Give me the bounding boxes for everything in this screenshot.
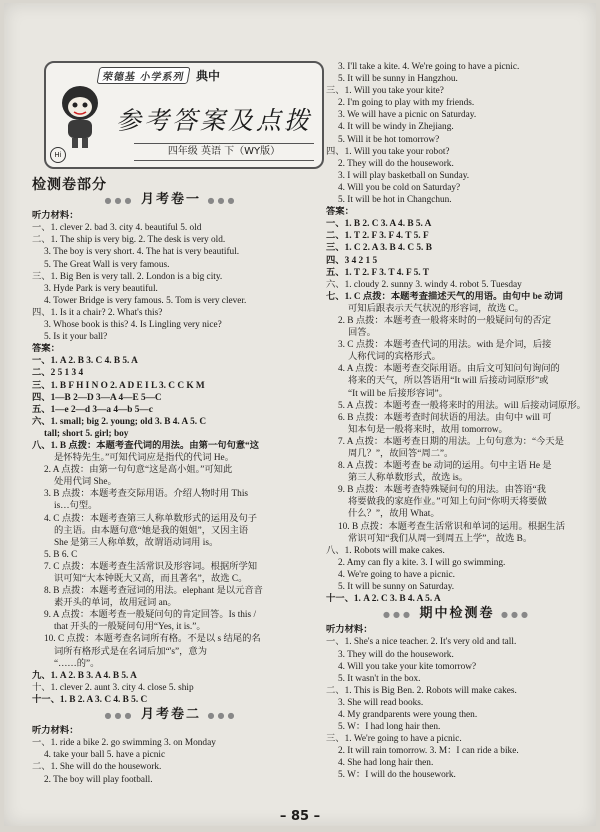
answer-line: 六、1. cloudy 2. sunny 3. windy 4. robot 5. Tuesday (326, 279, 522, 290)
answer-line: 3. I'll take a kite. 4. We're going to have a picnic. (338, 62, 520, 72)
answer-line: 9. B 点拨：本题考查特殊疑问句的用法。由答语“我 (338, 485, 546, 496)
answer-line: 周几？”，故回答“周二”。 (348, 449, 454, 459)
answer-line: 可知后跟表示天气状况的形容词，故选 C。 (348, 303, 524, 314)
answer-line: 4. She had long hair then. (338, 758, 434, 769)
brand-logo: 荣德基 小学系列 (97, 67, 191, 84)
brand-secondary-logo: 典中 (196, 69, 221, 83)
answer-line: 十一、1. B 2. A 3. C 4. B 5. C (32, 694, 148, 705)
answer-line: 3. The boy is very short. 4. The hat is very beautiful. (44, 247, 240, 258)
answer-line: 一、1. She's a nice teacher. 2. It's very old and tall. (326, 637, 517, 648)
answer-line: 七、1. C 点拨：本题考查描述天气的用语。由句中 be 动词 (326, 291, 563, 302)
answer-line: 3. C 点拨：本题考查代词的用法。with 是介词，后接 (338, 340, 552, 351)
answer-line: 5. It will be sunny in Hangzhou. (338, 74, 458, 85)
answer-line: 八、1. B 点拨：本题考查代词的用法。由第一句句意“这 (32, 440, 260, 451)
answer-line: 什么？”，故用 What。 (348, 509, 440, 520)
exam1-title: ●●● 月考卷一 ●●● (104, 192, 238, 208)
answer-line: 回答。 (348, 328, 376, 339)
answer-line: 10. B 点拨：本题考查生活常识和单词的运用。根据生活 (338, 521, 566, 532)
answer-line: 知本句是一般将来时，故用 tomorrow。 (348, 424, 508, 435)
answer-line: 2. They will do the housework. (338, 158, 454, 169)
answer-line: 是怀特先生。”可知代词应是指代的代词 He。 (54, 453, 234, 464)
answer-line: 2. I'm going to play with my friends. (338, 98, 475, 109)
answer-line: 人称代词的宾格形式。 (348, 352, 441, 363)
answer-line: 2. B 点拨：本题考查一般将来时的一般疑问句的否定 (338, 315, 552, 326)
answer-line: is…句型。 (54, 501, 98, 512)
answer-line: 4. take your ball 5. have a picnic (44, 750, 166, 761)
answer-page (4, 3, 596, 826)
midterm-answers (326, 624, 588, 781)
answer-line: tall; short 5. girl; boy (44, 428, 129, 439)
section-title: 检测卷部分 (32, 177, 107, 193)
answer-line: 二、2 5 1 3 4 (32, 368, 84, 379)
answer-line: 将要做我的家庭作业。”可知上句问“你明天将要做 (348, 497, 547, 508)
answer-line: 9. A 点拨：本题考查一般疑问句的肯定回答。Is this / (44, 610, 257, 621)
answer-line: 6. B 点拨：本题考查时间状语的用法。由句中 will 可 (338, 412, 552, 423)
answer-line: 5. The Great Wall is very famous. (44, 259, 170, 270)
answer-line: 三、1. Will you take your kite? (326, 86, 444, 97)
hi-badge: Hi (50, 147, 66, 163)
answer-line: 九、1. A 2. B 3. A 4. B 5. A (32, 670, 137, 681)
answer-line: 3. She will read books. (338, 697, 424, 708)
page-number: – 85 – (279, 809, 321, 824)
answer-line: 4. We're going to have a picnic. (338, 569, 455, 580)
exam1-title-text: 月考卷一 (140, 192, 201, 208)
answer-line: 8. B 点拨：本题考查冠词的用法。elephant 是以元音音 (44, 586, 263, 597)
answer-line: 三、1. C 2. A 3. B 4. C 5. B (326, 243, 432, 254)
answer-line: 常识可知“我们从周一到周五上学”，故选 B。 (348, 533, 533, 544)
answer-line: 二、1. She will do the housework. (32, 762, 162, 773)
answer-line: 7. A 点拨：本题考查日期的用法。上句句意为：“今天是 (338, 436, 564, 447)
answer-line: 4. It will be windy in Zhejiang. (338, 122, 454, 133)
answer-line: 5. It will be sunny on Saturday. (338, 582, 455, 593)
answer-line: 3. I will play basketball on Sunday. (338, 170, 470, 181)
answer-line: 听力材料： (32, 211, 79, 222)
answer-line: 10. C 点拨：本题考查名词所有格。不是以 s 结尾的名 (44, 634, 261, 645)
answer-line: 二、1. This is Big Ben. 2. Robots will make cakes. (326, 685, 517, 696)
answer-line: 5. W：I will do the housework. (338, 770, 456, 781)
exam1-answers (32, 210, 310, 706)
answer-line: 三、1. Big Ben is very tall. 2. London is a big city. (32, 271, 223, 282)
page-title: 参考答案及点拨 (116, 106, 313, 135)
answer-line: 处用代词 She。 (54, 477, 117, 488)
answer-line: 3. Hyde Park is very beautiful. (44, 283, 158, 294)
answer-line: 一、1. ride a bike 2. go swimming 3. on Monday (32, 738, 216, 749)
answer-line: 4. C 点拨：本题考查第三人称单数形式的运用及句子 (44, 513, 258, 524)
answer-line: 2. It will rain tomorrow. 3. M：I can ride a bike. (338, 746, 519, 757)
answer-line: 4. My grandparents were young then. (338, 709, 478, 720)
answer-line: 8. A 点拨：本题考查 be 动词的运用。句中主语 He 是 (338, 461, 552, 472)
answer-line: that 开头的一般疑问句用“Yes, it is.”。 (54, 622, 206, 633)
answer-line: 六、1. small; big 2. young; old 3. B 4. A 5. C (32, 416, 207, 427)
answer-line: 3. Whose book is this? 4. Is Lingling very nice? (44, 320, 222, 331)
answer-line: 四、1. Will you take your robot? (326, 146, 450, 157)
midterm-title-text: 期中检测卷 (419, 606, 495, 622)
answer-line: “……的”。 (54, 658, 100, 669)
answer-line: 四、1—B 2—D 3—A 4—E 5—C (32, 392, 162, 403)
answer-line: 听力材料： (32, 726, 79, 737)
answer-line: 4. A 点拨：本题考查交际用语。由后文可知问句询问的 (338, 364, 560, 375)
answer-line: 3. B 点拨：本题考查交际用语。介绍人物时用 This (44, 489, 249, 500)
answer-line: 四、1. Is it a chair? 2. What's this? (32, 307, 163, 318)
exam2-title: ●●● 月考卷二 ●●● (104, 707, 238, 723)
answer-line: 十、1. clever 2. aunt 3. city 4. close 5. ship (32, 682, 194, 693)
header-logo-panel (44, 61, 324, 169)
answer-line: 识可知“大本钟既大又高，而且著名”，故选 C。 (54, 574, 248, 584)
answer-line: 答案： (32, 344, 60, 355)
answer-line: 十一、1. A 2. C 3. B 4. A 5. A (326, 594, 441, 605)
answer-line: 听力材料： (326, 625, 373, 636)
answer-line: 一、1. B 2. C 3. A 4. B 5. A (326, 219, 432, 230)
answer-line: 5. B 6. C (44, 549, 78, 560)
answer-line: 五、1. T 2. F 3. T 4. F 5. T (326, 267, 429, 278)
answer-line: 三、1. B F H I N O 2. A D E I L 3. C C K M (32, 380, 205, 391)
answer-line: 二、1. The ship is very big. 2. The desk is very old. (32, 235, 226, 246)
answer-line: 的主语。由本题句意“她是我的姐姐”，又因主语 (54, 525, 249, 536)
answer-line: 5. W：I had long hair then. (338, 722, 441, 733)
right-column (326, 61, 588, 782)
answer-line: 2. The boy will play football. (44, 774, 153, 785)
answer-line: 一、1. A 2. B 3. C 4. B 5. A (32, 356, 138, 367)
answer-line: 4. Tower Bridge is very famous. 5. Tom is very clever. (44, 295, 247, 306)
answer-line: 三、1. We're going to have a picnic. (326, 734, 462, 745)
answer-line: “It will be 后接形容词”。 (348, 388, 448, 399)
answer-line: 素开头的单词，故用冠词 an。 (54, 598, 177, 609)
answer-line: 3. We will have a picnic on Saturday. (338, 110, 477, 121)
answer-line: 词所有格形式是在名词后加“'s”，意为 (54, 646, 207, 657)
answer-line: 四、3 4 2 1 5 (326, 255, 378, 266)
answer-line: 4. Will you take your kite tomorrow? (338, 661, 477, 672)
answer-line: 5. Is it your ball? (44, 332, 108, 343)
answer-line: 二、1. T 2. F 3. F 4. T 5. F (326, 231, 429, 242)
grade-subtitle: 四年级 英语 下（WY版） (134, 143, 314, 161)
answer-line: 五、1—e 2—d 3—a 4—b 5—c (32, 404, 153, 415)
answer-line: 2. Amy can fly a kite. 3. I will go swimming. (338, 557, 506, 568)
left-column (32, 175, 310, 786)
answer-line: 2. A 点拨：由第一句句意“这是高小姐。”可知此 (44, 465, 233, 476)
midterm-title: ●●● 期中检测卷 ●●● (383, 606, 531, 622)
answer-line: 第三人称单数形式，故选 is。 (348, 473, 469, 484)
answer-line: 7. C 点拨：本题考查生活常识及形容词。根据所学知 (44, 561, 258, 572)
exam2-answers (32, 725, 310, 785)
mascot-icon (54, 81, 106, 151)
answer-line: 将来的天气，所以答语用“It will 后接动词原形”或 (348, 376, 549, 387)
answer-line: She 是第三人称单数，故谓语动词用 is。 (54, 537, 219, 548)
answer-line: 5. Will it be hot tomorrow? (338, 134, 440, 145)
answer-line: 八、1. Robots will make cakes. (326, 545, 445, 556)
answer-line: 5. A 点拨：本题考查一般将来时的用法。will 后接动词原形。 (338, 400, 586, 411)
answer-line: 一、1. clever 2. bad 3. city 4. beautiful 5. old (32, 223, 202, 234)
answer-line: 4. Will you be cold on Saturday? (338, 182, 461, 193)
answer-line: 5. It will be hot in Changchun. (338, 195, 452, 206)
answer-line: 5. It wasn't in the box. (338, 673, 421, 684)
answer-line: 答案： (326, 207, 354, 218)
exam2-answers-continued (326, 61, 588, 605)
exam2-title-text: 月考卷二 (140, 707, 201, 723)
answer-line: 3. They will do the housework. (338, 649, 454, 660)
